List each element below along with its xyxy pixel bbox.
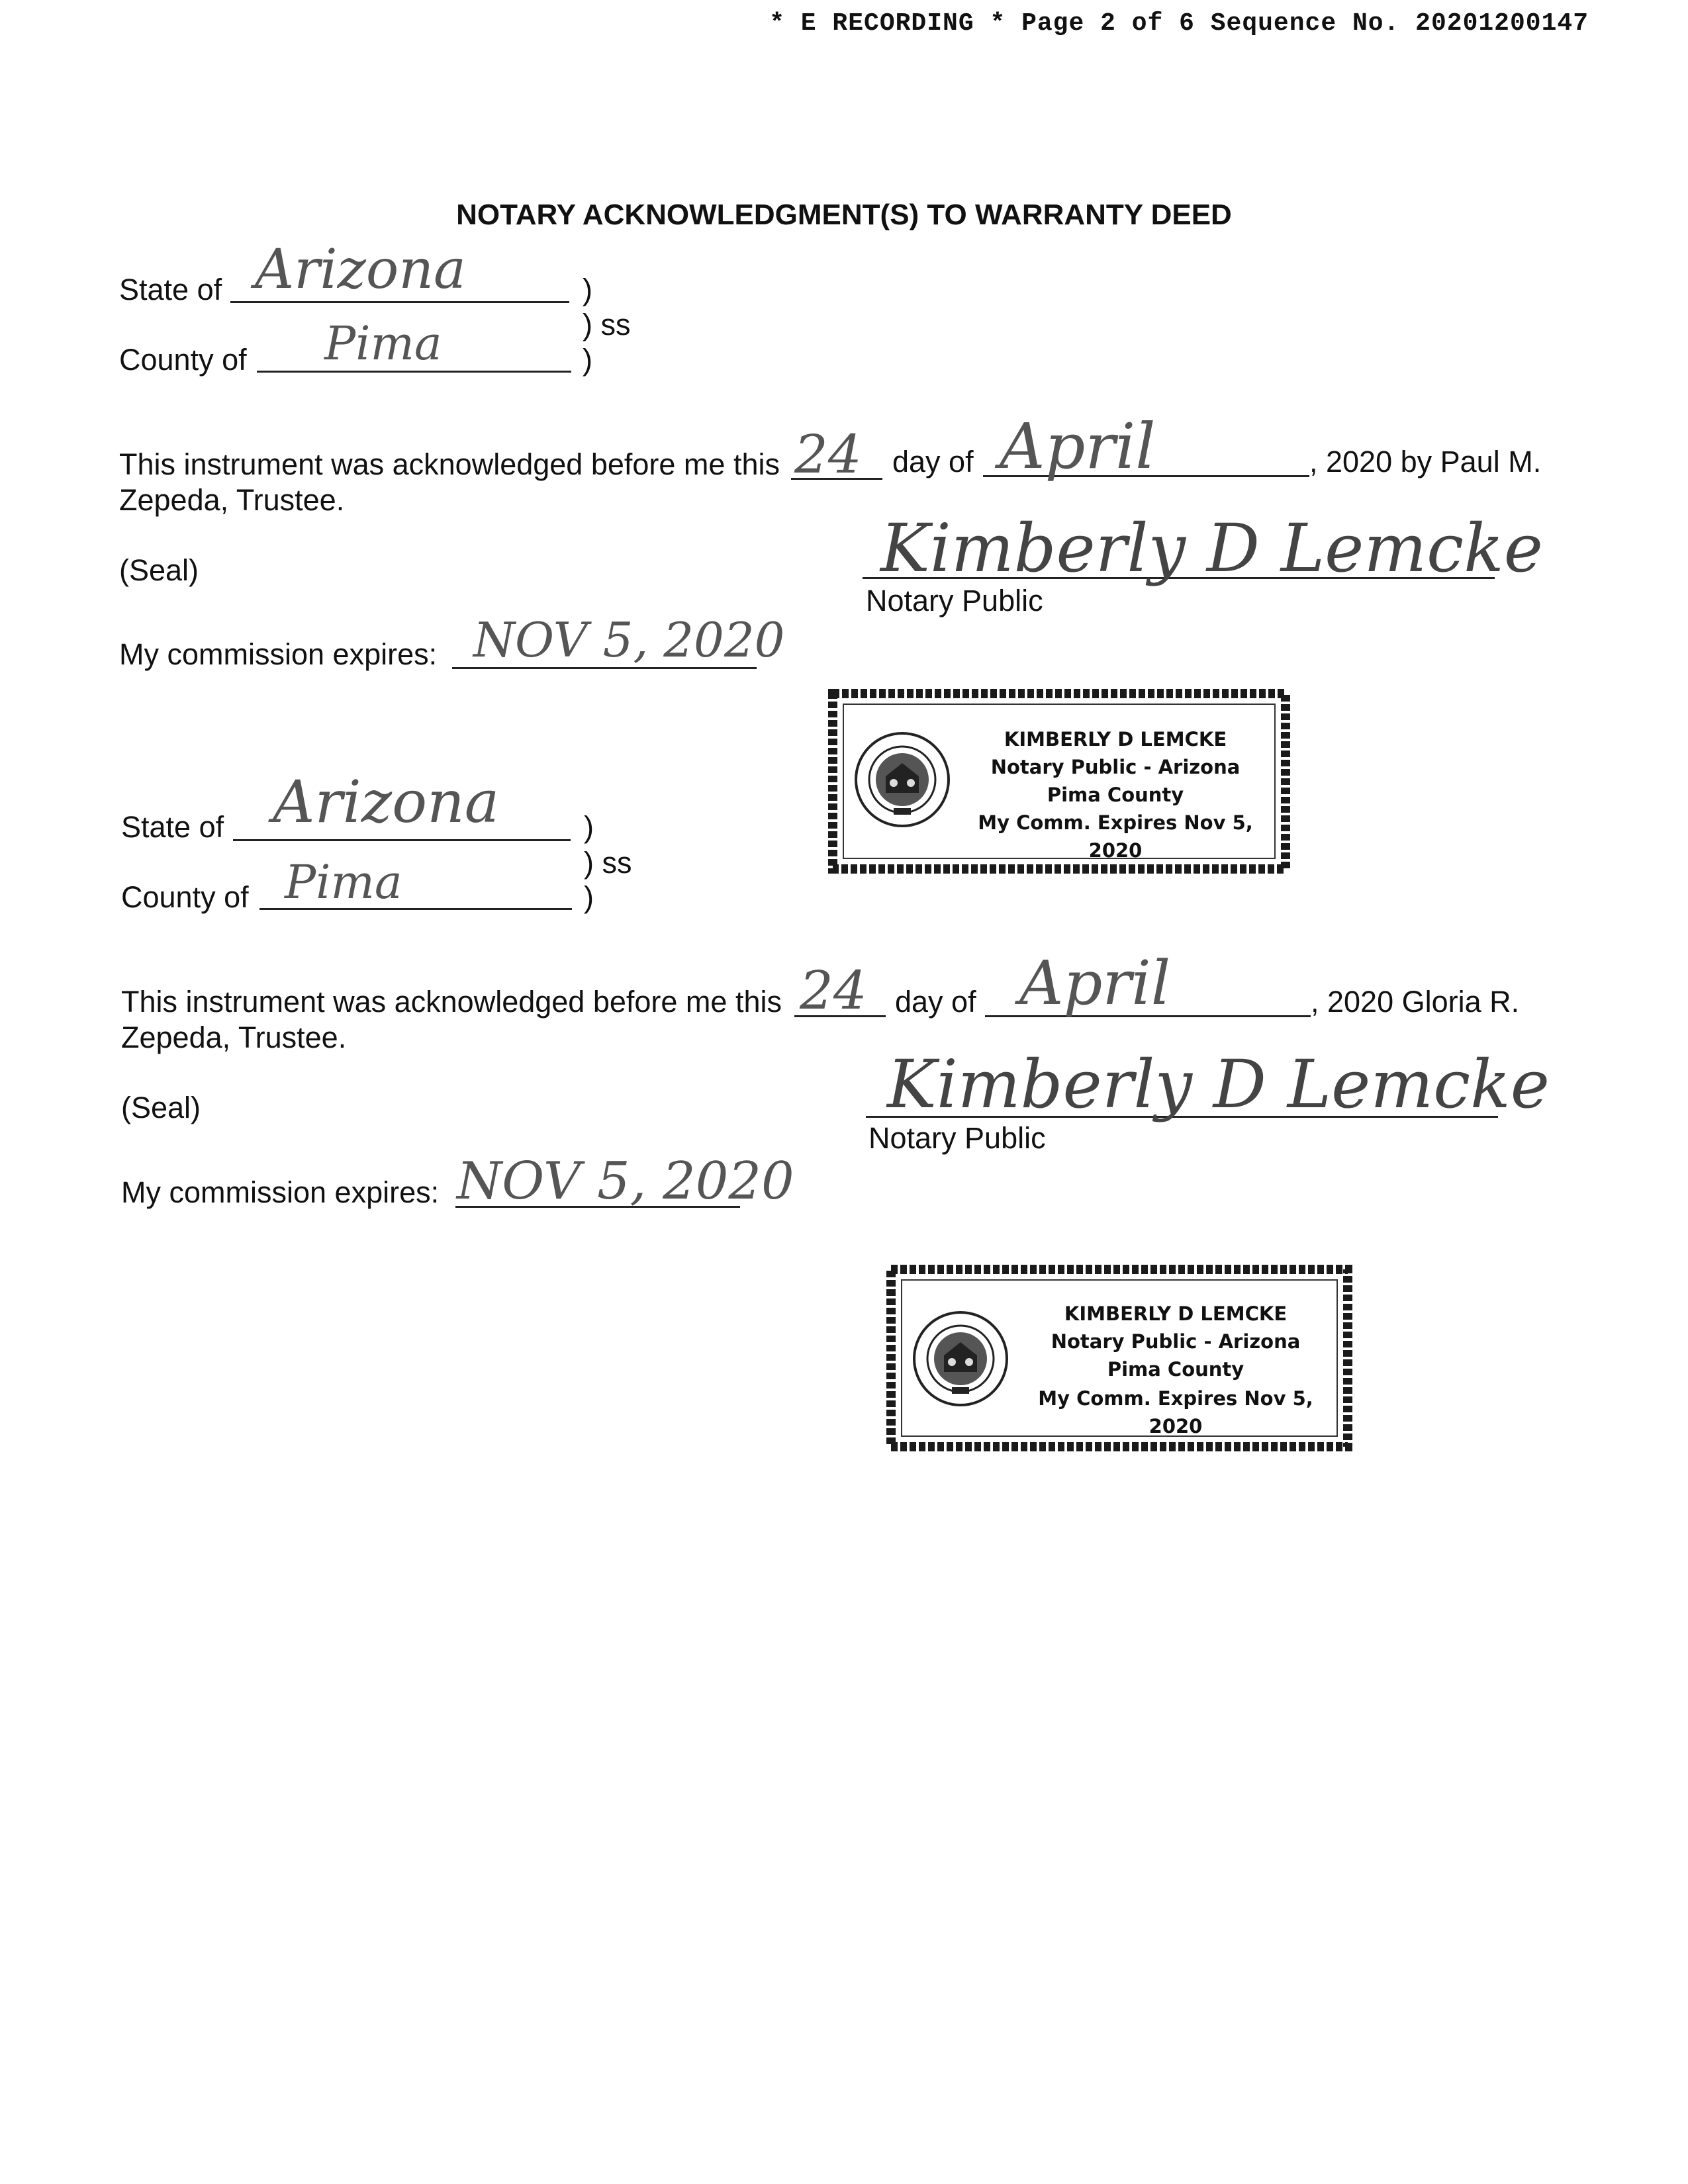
stamp-notary-name: KIMBERLY D LEMCKE [1064,1302,1288,1325]
county-line [257,371,571,373]
ss-label: ) ss [584,846,632,880]
state-label: State of [119,273,222,306]
county-handwritten: Pima [285,855,402,909]
county-label: County of [121,880,249,914]
state-line [233,839,571,841]
acknowledgment-sentence-start: This instrument was acknowledged before me this [119,447,780,481]
month-handwritten: April [1000,410,1156,483]
paren: ) [584,880,594,914]
state-handwritten: Arizona [255,238,466,301]
seal-label: (Seal) [119,553,199,587]
county-label: County of [119,343,247,377]
acknowledgment-sentence-cont: Zepeda, Trustee. [121,1021,347,1054]
paren: ) [583,343,592,377]
day-of-label: day of [892,445,974,478]
paren: ) [583,273,592,306]
notary-public-label: Notary Public [868,1121,1046,1155]
county-handwritten: Pima [324,316,442,371]
stamp-expires: My Comm. Expires Nov 5, 2020 [1038,1387,1313,1437]
document-title: NOTARY ACKNOWLEDGMENT(S) TO WARRANTY DEED [456,199,1232,231]
recording-header: * E RECORDING * Page 2 of 6 Sequence No. 20201200147 [769,9,1589,38]
day-handwritten: 24 [800,960,867,1021]
day-of-label: day of [895,985,976,1019]
day-handwritten: 24 [794,424,862,485]
acknowledgment-sentence-end: , 2020 Gloria R. [1311,985,1520,1019]
notary-stamp-1 [827,687,1291,876]
paren: ) [584,810,594,844]
arizona-seal-icon [853,730,952,829]
arizona-seal-icon [911,1309,1010,1408]
stamp-county: Pima County [1047,784,1184,806]
notary-public-label: Notary Public [866,584,1043,617]
ss-label: ) ss [583,308,631,341]
stamp-notary-name: KIMBERLY D LEMCKE [1004,728,1227,751]
commission-handwritten: NOV 5, 2020 [473,612,785,668]
notary-signature: Kimberly D Lemcke [880,510,1543,587]
state-label: State of [121,810,224,844]
stamp-expires: My Comm. Expires Nov 5, 2020 [978,811,1253,862]
stamp-county: Pima County [1107,1358,1244,1381]
notary-stamp-2 [886,1263,1353,1453]
commission-handwritten: NOV 5, 2020 [457,1152,794,1211]
acknowledgment-sentence-start: This instrument was acknowledged before me this [121,985,782,1019]
acknowledgment-sentence-cont: Zepeda, Trustee. [119,483,345,517]
notary-signature: Kimberly D Lemcke [887,1046,1550,1123]
commission-label: My commission expires: [119,637,438,671]
stamp-title: Notary Public - Arizona [990,756,1241,778]
state-line [230,301,569,303]
month-handwritten: April [1019,948,1171,1019]
stamp-title: Notary Public - Arizona [1051,1330,1301,1353]
acknowledgment-sentence-end: , 2020 by Paul M. [1309,445,1542,478]
commission-label: My commission expires: [121,1175,440,1209]
seal-label: (Seal) [121,1091,201,1124]
state-handwritten: Arizona [273,768,500,836]
